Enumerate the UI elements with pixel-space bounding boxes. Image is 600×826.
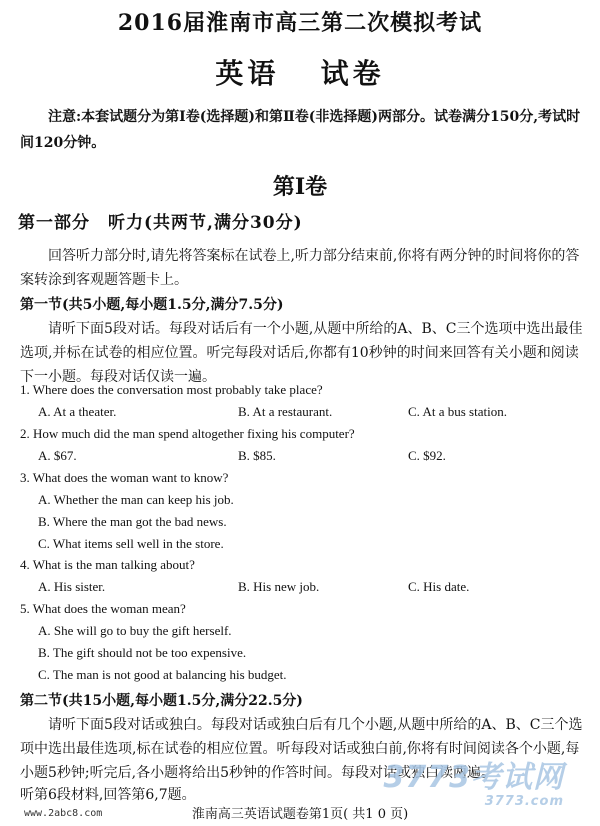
question-4-option-a: A. His sister. — [38, 579, 106, 594]
question-2-option-a: A. $67. — [38, 448, 77, 463]
question-1-option-b: B. At a restaurant. — [238, 404, 333, 419]
part1-title — [18, 208, 303, 233]
section1-head: 第一节(共5小题,每小题1.5分,满分7.5分) — [20, 297, 284, 313]
part1-intro: 回答听力部分时,请先将答案标在试卷上,听力部分结束前,你将有两分钟的时间将你的答案转涂到客观题答题卡上。 — [20, 248, 580, 288]
notice-text: 本套试题分为第Ⅰ卷(选择题)和第Ⅱ卷(非选择题)两部分。试卷满分150分,考试时间120分钟。 — [20, 109, 581, 151]
question-1-stem: 1. Where does the conversation most probably take place? — [20, 382, 323, 397]
part1-title-a: 第一部分 — [18, 213, 90, 233]
section1-intro: 请听下面5段对话。每段对话后有一个小题,从题中所给的A、B、C三个选项中选出最佳选项,并标在试卷的相应位置。听完每段对话后,你都有10秒钟的时间来回答有关小题和阅读下一小题。每段对话仅读一遍。 — [20, 321, 583, 385]
question-3-option-c: C. What items sell well in the store. — [38, 536, 224, 551]
question-5-stem: 5. What does the woman mean? — [20, 601, 186, 616]
question-4-option-c: C. His date. — [408, 579, 470, 594]
section2-intro: 请听下面5段对话或独白。每段对话或独白后有几个小题,从题中所给的A、B、C三个选项中选出最佳选项,标在试卷的相应位置。听每段对话或独白前,你将有时间阅读各个小题,每小题5秒钟;听完后,各小题将给出5秒钟的作答时间。每段对话或独白读两遍。 — [20, 717, 583, 781]
question-3-option-a: A. Whether the man can keep his job. — [38, 492, 234, 507]
question-5-option-c: C. The man is not good at balancing his budget. — [38, 667, 287, 682]
question-2-option-b: B. $85. — [238, 448, 276, 463]
page-footer: 淮南高三英语试题卷第1页( 共1 0 页) — [191, 807, 409, 822]
question-1-option-a: A. At a theater. — [38, 404, 117, 419]
section2-material: 听第6段材料,回答第6,7题。 — [20, 787, 196, 803]
question-2-option-c: C. $92. — [408, 448, 446, 463]
question-5-option-a: A. She will go to buy the gift herself. — [38, 623, 232, 638]
exam-title: 2016届淮南市高三第二次模拟考试 — [117, 10, 483, 36]
question-3-stem: 3. What does the woman want to know? — [20, 470, 229, 485]
question-4-option-b: B. His new job. — [238, 579, 320, 594]
subject-title: 英语 试卷 — [215, 57, 385, 90]
question-2-stem: 2. How much did the man spend altogether fixing his computer? — [20, 426, 355, 441]
part1-title-b: 听力(共两节,满分30分) — [108, 213, 303, 233]
watermark-big: 3773考试网 — [383, 760, 564, 795]
watermark-small: 3773.com — [484, 794, 564, 809]
question-3-option-b: B. Where the man got the bad news. — [38, 514, 227, 529]
section2-head: 第二节(共15小题,每小题1.5分,满分22.5分) — [20, 693, 303, 709]
watermark-logo — [384, 752, 565, 809]
notice — [20, 104, 585, 156]
volume-title: 第Ⅰ卷 — [272, 174, 328, 200]
question-1-option-c: C. At a bus station. — [408, 404, 507, 419]
question-5-option-b: B. The gift should not be too expensive. — [38, 645, 247, 660]
site-url: www.2abc8.com — [24, 808, 103, 819]
question-4-stem: 4. What is the man talking about? — [20, 557, 195, 572]
notice-label: 注意: — [48, 109, 82, 125]
